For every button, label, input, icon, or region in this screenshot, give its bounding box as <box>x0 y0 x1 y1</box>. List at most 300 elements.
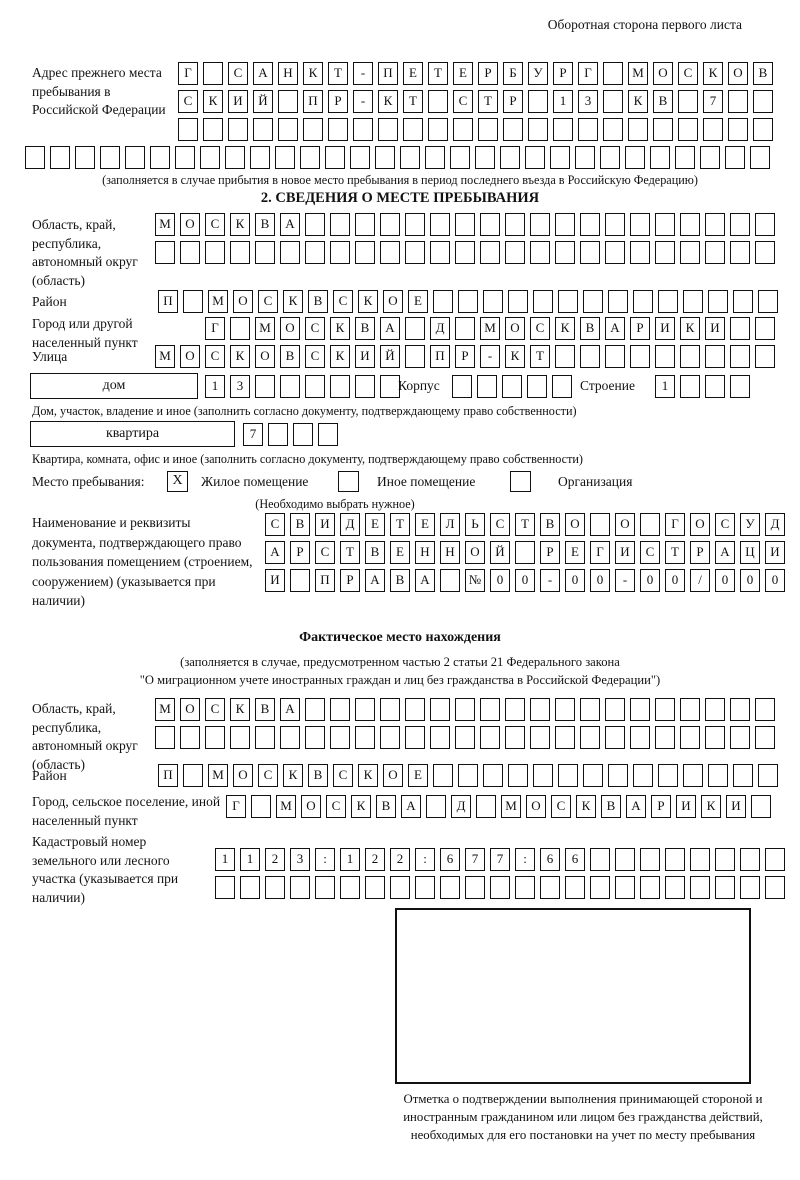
char-cell[interactable]: М <box>155 213 175 236</box>
char-cell[interactable]: : <box>515 848 535 871</box>
char-cell[interactable]: К <box>358 764 378 787</box>
char-cell[interactable] <box>608 290 628 313</box>
char-cell[interactable] <box>525 146 545 169</box>
char-cell[interactable] <box>215 876 235 899</box>
prev-address-row-4[interactable] <box>25 146 775 170</box>
char-cell[interactable]: И <box>676 795 696 818</box>
char-cell[interactable] <box>705 345 725 368</box>
char-cell[interactable] <box>758 290 778 313</box>
char-cell[interactable] <box>325 146 345 169</box>
char-cell[interactable]: А <box>380 317 400 340</box>
char-cell[interactable]: К <box>628 90 648 113</box>
char-cell[interactable]: Т <box>428 62 448 85</box>
char-cell[interactable]: О <box>653 62 673 85</box>
char-cell[interactable] <box>205 241 225 264</box>
char-cell[interactable] <box>578 118 598 141</box>
char-cell[interactable] <box>355 698 375 721</box>
char-cell[interactable] <box>430 698 450 721</box>
char-cell[interactable] <box>253 118 273 141</box>
char-cell[interactable]: В <box>280 345 300 368</box>
char-cell[interactable]: 1 <box>240 848 260 871</box>
char-cell[interactable]: 0 <box>490 569 510 592</box>
char-cell[interactable]: П <box>303 90 323 113</box>
char-cell[interactable]: М <box>628 62 648 85</box>
char-cell[interactable]: К <box>555 317 575 340</box>
char-cell[interactable] <box>580 213 600 236</box>
char-cell[interactable] <box>603 90 623 113</box>
char-cell[interactable]: - <box>615 569 635 592</box>
char-cell[interactable]: Р <box>690 541 710 564</box>
char-cell[interactable]: Е <box>403 62 423 85</box>
char-cell[interactable] <box>508 290 528 313</box>
char-cell[interactable] <box>505 698 525 721</box>
char-cell[interactable] <box>580 726 600 749</box>
char-cell[interactable] <box>415 876 435 899</box>
char-cell[interactable] <box>330 375 350 398</box>
char-cell[interactable]: 2 <box>365 848 385 871</box>
char-cell[interactable] <box>715 848 735 871</box>
char-cell[interactable] <box>230 241 250 264</box>
char-cell[interactable] <box>605 241 625 264</box>
char-cell[interactable] <box>730 698 750 721</box>
char-cell[interactable] <box>715 876 735 899</box>
char-cell[interactable]: С <box>453 90 473 113</box>
fact-raion-row[interactable] <box>158 764 783 788</box>
char-cell[interactable]: В <box>365 541 385 564</box>
char-cell[interactable]: У <box>528 62 548 85</box>
char-cell[interactable] <box>751 795 771 818</box>
char-cell[interactable]: 0 <box>715 569 735 592</box>
prev-address-row-1[interactable] <box>178 62 778 86</box>
char-cell[interactable]: К <box>351 795 371 818</box>
char-cell[interactable] <box>305 698 325 721</box>
char-cell[interactable]: А <box>605 317 625 340</box>
char-cell[interactable]: 0 <box>765 569 785 592</box>
char-cell[interactable]: - <box>353 90 373 113</box>
char-cell[interactable]: Л <box>440 513 460 536</box>
char-cell[interactable]: С <box>678 62 698 85</box>
char-cell[interactable]: С <box>326 795 346 818</box>
char-cell[interactable] <box>733 764 753 787</box>
char-cell[interactable] <box>268 423 288 446</box>
char-cell[interactable] <box>458 290 478 313</box>
char-cell[interactable] <box>500 146 520 169</box>
char-cell[interactable]: 7 <box>243 423 263 446</box>
char-cell[interactable] <box>200 146 220 169</box>
char-cell[interactable] <box>355 726 375 749</box>
char-cell[interactable]: Д <box>340 513 360 536</box>
char-cell[interactable] <box>425 146 445 169</box>
char-cell[interactable] <box>405 213 425 236</box>
char-cell[interactable]: 3 <box>578 90 598 113</box>
char-cell[interactable]: В <box>255 213 275 236</box>
char-cell[interactable] <box>280 375 300 398</box>
char-cell[interactable]: 0 <box>665 569 685 592</box>
char-cell[interactable]: 1 <box>655 375 675 398</box>
char-cell[interactable] <box>440 876 460 899</box>
fact-oblast-row-2[interactable] <box>155 726 780 750</box>
char-cell[interactable]: Р <box>540 541 560 564</box>
char-cell[interactable] <box>476 795 496 818</box>
char-cell[interactable]: А <box>253 62 273 85</box>
char-cell[interactable] <box>458 764 478 787</box>
char-cell[interactable]: Й <box>490 541 510 564</box>
char-cell[interactable] <box>653 118 673 141</box>
char-cell[interactable] <box>528 90 548 113</box>
char-cell[interactable]: Т <box>665 541 685 564</box>
char-cell[interactable] <box>455 317 475 340</box>
char-cell[interactable] <box>708 764 728 787</box>
char-cell[interactable]: / <box>690 569 710 592</box>
raion-row[interactable] <box>158 290 783 314</box>
char-cell[interactable] <box>730 375 750 398</box>
char-cell[interactable]: М <box>276 795 296 818</box>
char-cell[interactable] <box>480 241 500 264</box>
char-cell[interactable]: М <box>480 317 500 340</box>
char-cell[interactable]: С <box>315 541 335 564</box>
checkbox-organizatsiya[interactable] <box>510 471 531 492</box>
char-cell[interactable]: Е <box>408 290 428 313</box>
char-cell[interactable]: Е <box>565 541 585 564</box>
char-cell[interactable] <box>250 146 270 169</box>
char-cell[interactable] <box>203 62 223 85</box>
char-cell[interactable] <box>705 213 725 236</box>
char-cell[interactable] <box>580 345 600 368</box>
char-cell[interactable] <box>483 764 503 787</box>
checkbox-inoe[interactable] <box>338 471 359 492</box>
char-cell[interactable]: Г <box>178 62 198 85</box>
char-cell[interactable]: У <box>740 513 760 536</box>
char-cell[interactable] <box>550 146 570 169</box>
char-cell[interactable] <box>740 876 760 899</box>
char-cell[interactable]: Д <box>451 795 471 818</box>
char-cell[interactable]: К <box>283 290 303 313</box>
char-cell[interactable]: В <box>308 290 328 313</box>
char-cell[interactable] <box>390 876 410 899</box>
char-cell[interactable]: Т <box>390 513 410 536</box>
char-cell[interactable]: А <box>626 795 646 818</box>
char-cell[interactable] <box>355 213 375 236</box>
char-cell[interactable] <box>305 213 325 236</box>
char-cell[interactable]: М <box>208 290 228 313</box>
char-cell[interactable] <box>640 513 660 536</box>
char-cell[interactable] <box>380 726 400 749</box>
char-cell[interactable] <box>533 764 553 787</box>
char-cell[interactable]: И <box>655 317 675 340</box>
char-cell[interactable]: 0 <box>590 569 610 592</box>
char-cell[interactable]: К <box>701 795 721 818</box>
char-cell[interactable] <box>180 241 200 264</box>
char-cell[interactable] <box>175 146 195 169</box>
char-cell[interactable] <box>680 698 700 721</box>
char-cell[interactable] <box>426 795 446 818</box>
char-cell[interactable] <box>730 345 750 368</box>
char-cell[interactable]: 3 <box>230 375 250 398</box>
char-cell[interactable] <box>290 569 310 592</box>
char-cell[interactable] <box>475 146 495 169</box>
char-cell[interactable]: Г <box>665 513 685 536</box>
char-cell[interactable] <box>430 213 450 236</box>
char-cell[interactable] <box>655 241 675 264</box>
char-cell[interactable]: К <box>283 764 303 787</box>
char-cell[interactable] <box>508 764 528 787</box>
char-cell[interactable] <box>353 118 373 141</box>
char-cell[interactable] <box>503 118 523 141</box>
char-cell[interactable] <box>740 848 760 871</box>
char-cell[interactable]: П <box>158 290 178 313</box>
char-cell[interactable]: Т <box>530 345 550 368</box>
char-cell[interactable]: Р <box>478 62 498 85</box>
char-cell[interactable] <box>705 241 725 264</box>
char-cell[interactable]: - <box>353 62 373 85</box>
char-cell[interactable] <box>240 876 260 899</box>
char-cell[interactable]: 2 <box>265 848 285 871</box>
char-cell[interactable] <box>615 876 635 899</box>
char-cell[interactable] <box>555 241 575 264</box>
char-cell[interactable]: М <box>501 795 521 818</box>
char-cell[interactable] <box>580 698 600 721</box>
char-cell[interactable]: Ц <box>740 541 760 564</box>
char-cell[interactable] <box>630 241 650 264</box>
char-cell[interactable] <box>75 146 95 169</box>
char-cell[interactable] <box>502 375 522 398</box>
char-cell[interactable]: А <box>401 795 421 818</box>
char-cell[interactable]: И <box>228 90 248 113</box>
char-cell[interactable]: О <box>383 764 403 787</box>
char-cell[interactable]: М <box>155 698 175 721</box>
char-cell[interactable] <box>590 513 610 536</box>
char-cell[interactable]: П <box>378 62 398 85</box>
dom-type-box[interactable]: дом <box>30 373 198 399</box>
char-cell[interactable]: П <box>430 345 450 368</box>
char-cell[interactable]: В <box>601 795 621 818</box>
char-cell[interactable]: С <box>305 317 325 340</box>
char-cell[interactable] <box>330 213 350 236</box>
fact-gorod-row[interactable] <box>226 795 776 819</box>
char-cell[interactable]: И <box>315 513 335 536</box>
char-cell[interactable]: С <box>228 62 248 85</box>
char-cell[interactable] <box>455 698 475 721</box>
char-cell[interactable]: В <box>308 764 328 787</box>
char-cell[interactable] <box>558 764 578 787</box>
char-cell[interactable] <box>255 241 275 264</box>
char-cell[interactable] <box>205 726 225 749</box>
char-cell[interactable]: К <box>230 213 250 236</box>
char-cell[interactable] <box>452 375 472 398</box>
char-cell[interactable] <box>590 848 610 871</box>
char-cell[interactable] <box>50 146 70 169</box>
char-cell[interactable]: Р <box>651 795 671 818</box>
char-cell[interactable]: В <box>753 62 773 85</box>
char-cell[interactable] <box>405 726 425 749</box>
char-cell[interactable]: О <box>565 513 585 536</box>
char-cell[interactable]: 0 <box>515 569 535 592</box>
char-cell[interactable] <box>400 146 420 169</box>
char-cell[interactable] <box>378 118 398 141</box>
char-cell[interactable] <box>100 146 120 169</box>
char-cell[interactable] <box>678 90 698 113</box>
kadastr-row-2[interactable] <box>215 876 790 900</box>
char-cell[interactable]: Т <box>403 90 423 113</box>
char-cell[interactable] <box>340 876 360 899</box>
char-cell[interactable] <box>680 345 700 368</box>
char-cell[interactable]: 1 <box>215 848 235 871</box>
char-cell[interactable] <box>680 375 700 398</box>
char-cell[interactable]: О <box>505 317 525 340</box>
char-cell[interactable] <box>530 698 550 721</box>
char-cell[interactable]: Р <box>455 345 475 368</box>
char-cell[interactable] <box>255 375 275 398</box>
char-cell[interactable] <box>183 290 203 313</box>
prev-address-row-3[interactable] <box>178 118 778 142</box>
char-cell[interactable]: Р <box>328 90 348 113</box>
gorod-row[interactable] <box>205 317 780 341</box>
char-cell[interactable] <box>730 241 750 264</box>
char-cell[interactable] <box>753 90 773 113</box>
char-cell[interactable]: С <box>715 513 735 536</box>
char-cell[interactable] <box>365 876 385 899</box>
char-cell[interactable]: 1 <box>553 90 573 113</box>
char-cell[interactable]: 0 <box>640 569 660 592</box>
char-cell[interactable] <box>728 90 748 113</box>
char-cell[interactable]: И <box>765 541 785 564</box>
char-cell[interactable] <box>540 876 560 899</box>
char-cell[interactable] <box>575 146 595 169</box>
char-cell[interactable] <box>483 290 503 313</box>
char-cell[interactable]: 0 <box>565 569 585 592</box>
char-cell[interactable] <box>615 848 635 871</box>
char-cell[interactable] <box>355 241 375 264</box>
char-cell[interactable] <box>433 290 453 313</box>
char-cell[interactable]: Т <box>328 62 348 85</box>
char-cell[interactable] <box>755 241 775 264</box>
char-cell[interactable] <box>690 848 710 871</box>
char-cell[interactable] <box>658 290 678 313</box>
char-cell[interactable] <box>630 345 650 368</box>
char-cell[interactable] <box>527 375 547 398</box>
char-cell[interactable] <box>705 698 725 721</box>
char-cell[interactable] <box>230 317 250 340</box>
char-cell[interactable]: О <box>526 795 546 818</box>
char-cell[interactable] <box>225 146 245 169</box>
char-cell[interactable]: Ь <box>465 513 485 536</box>
char-cell[interactable] <box>700 146 720 169</box>
char-cell[interactable] <box>155 241 175 264</box>
char-cell[interactable]: О <box>615 513 635 536</box>
char-cell[interactable] <box>278 90 298 113</box>
char-cell[interactable]: К <box>330 345 350 368</box>
char-cell[interactable] <box>405 345 425 368</box>
char-cell[interactable] <box>680 213 700 236</box>
char-cell[interactable] <box>665 848 685 871</box>
char-cell[interactable] <box>630 698 650 721</box>
char-cell[interactable]: Д <box>765 513 785 536</box>
char-cell[interactable] <box>628 118 648 141</box>
char-cell[interactable] <box>280 726 300 749</box>
char-cell[interactable]: 7 <box>465 848 485 871</box>
char-cell[interactable]: С <box>530 317 550 340</box>
char-cell[interactable]: Е <box>365 513 385 536</box>
char-cell[interactable] <box>380 375 400 398</box>
kadastr-row-1[interactable] <box>215 848 790 872</box>
char-cell[interactable]: 1 <box>340 848 360 871</box>
char-cell[interactable] <box>305 375 325 398</box>
char-cell[interactable] <box>755 698 775 721</box>
char-cell[interactable]: Н <box>440 541 460 564</box>
kvartira-type-box[interactable]: квартира <box>30 421 235 447</box>
char-cell[interactable] <box>683 290 703 313</box>
char-cell[interactable] <box>605 345 625 368</box>
char-cell[interactable]: А <box>715 541 735 564</box>
char-cell[interactable] <box>405 317 425 340</box>
char-cell[interactable] <box>300 146 320 169</box>
char-cell[interactable]: Т <box>340 541 360 564</box>
char-cell[interactable] <box>765 876 785 899</box>
char-cell[interactable] <box>228 118 248 141</box>
char-cell[interactable]: К <box>203 90 223 113</box>
char-cell[interactable]: С <box>305 345 325 368</box>
char-cell[interactable] <box>480 213 500 236</box>
char-cell[interactable] <box>455 241 475 264</box>
char-cell[interactable] <box>480 698 500 721</box>
char-cell[interactable]: Р <box>553 62 573 85</box>
char-cell[interactable] <box>230 726 250 749</box>
char-cell[interactable]: Р <box>503 90 523 113</box>
char-cell[interactable] <box>328 118 348 141</box>
char-cell[interactable]: Е <box>408 764 428 787</box>
char-cell[interactable] <box>375 146 395 169</box>
char-cell[interactable]: С <box>205 698 225 721</box>
char-cell[interactable] <box>625 146 645 169</box>
char-cell[interactable] <box>580 241 600 264</box>
char-cell[interactable] <box>675 146 695 169</box>
char-cell[interactable]: : <box>315 848 335 871</box>
char-cell[interactable]: С <box>258 290 278 313</box>
char-cell[interactable] <box>603 118 623 141</box>
char-cell[interactable]: В <box>376 795 396 818</box>
oblast-row-2[interactable] <box>155 241 780 265</box>
char-cell[interactable]: О <box>180 345 200 368</box>
char-cell[interactable] <box>730 726 750 749</box>
char-cell[interactable]: А <box>365 569 385 592</box>
char-cell[interactable] <box>703 118 723 141</box>
char-cell[interactable]: А <box>280 213 300 236</box>
char-cell[interactable] <box>565 876 585 899</box>
char-cell[interactable] <box>530 241 550 264</box>
char-cell[interactable] <box>603 62 623 85</box>
char-cell[interactable] <box>733 290 753 313</box>
char-cell[interactable] <box>505 213 525 236</box>
char-cell[interactable]: К <box>505 345 525 368</box>
char-cell[interactable] <box>680 241 700 264</box>
char-cell[interactable]: 6 <box>440 848 460 871</box>
char-cell[interactable] <box>690 876 710 899</box>
char-cell[interactable] <box>655 213 675 236</box>
char-cell[interactable] <box>530 213 550 236</box>
char-cell[interactable]: С <box>265 513 285 536</box>
char-cell[interactable]: Г <box>226 795 246 818</box>
char-cell[interactable] <box>633 290 653 313</box>
char-cell[interactable]: В <box>540 513 560 536</box>
char-cell[interactable] <box>655 698 675 721</box>
char-cell[interactable]: Е <box>415 513 435 536</box>
char-cell[interactable]: К <box>230 345 250 368</box>
char-cell[interactable]: О <box>255 345 275 368</box>
char-cell[interactable]: К <box>680 317 700 340</box>
char-cell[interactable]: В <box>390 569 410 592</box>
char-cell[interactable]: П <box>315 569 335 592</box>
char-cell[interactable]: В <box>355 317 375 340</box>
